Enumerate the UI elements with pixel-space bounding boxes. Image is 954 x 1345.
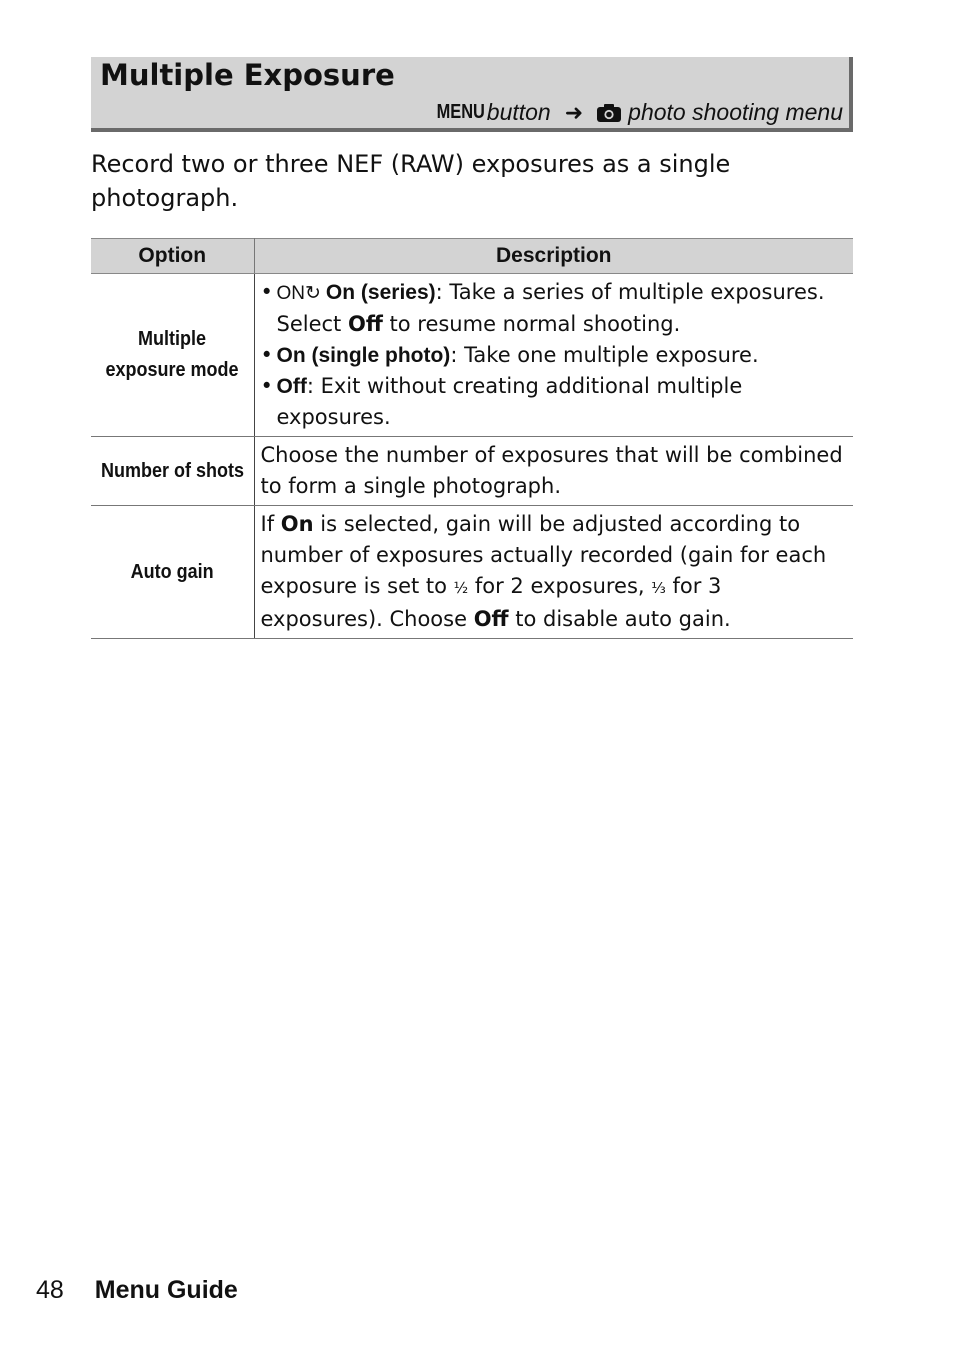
fraction: ⅓	[651, 579, 666, 597]
option-cell	[91, 274, 254, 437]
option-cell	[91, 506, 254, 639]
item-text: : Take a series of multiple exposures. Select	[276, 280, 825, 336]
item-text: : Take one multiple exposure.	[450, 343, 759, 367]
arrow-right-icon: ➜	[564, 99, 584, 125]
section-header	[91, 57, 853, 132]
list-item	[261, 340, 848, 371]
column-header-description: Description	[254, 239, 853, 274]
on-series-icon: ON↻	[276, 283, 321, 304]
item-text: to resume normal shooting.	[382, 312, 681, 336]
option-label: Multiple exposure mode	[105, 328, 239, 381]
menu-button-glyph: MENU	[436, 101, 485, 123]
breadcrumb-menu-name: photo shooting menu	[628, 99, 843, 125]
page-footer	[36, 1276, 238, 1305]
page-number: 48	[36, 1276, 64, 1304]
column-header-option: Option	[91, 239, 254, 274]
table-row	[91, 506, 853, 639]
breadcrumb-button-text: button	[486, 99, 551, 125]
desc-text: for 2 exposures,	[468, 574, 652, 598]
description-cell	[254, 274, 853, 437]
option-label: Auto gain	[130, 560, 214, 583]
desc-text: for 3 exposures). Choose	[260, 574, 722, 631]
term: Off	[473, 607, 509, 631]
desc-text: to disable auto gain.	[508, 607, 731, 631]
term: Off	[276, 375, 307, 398]
desc-text: is selected, gain will be adjusted according to number of exposures actually recorded (gain for each exposure is set to	[260, 512, 827, 598]
description-cell	[254, 506, 853, 639]
page-title: Multiple Exposure	[100, 58, 395, 92]
term: On (series)	[325, 281, 436, 304]
footer-section-title: Menu Guide	[94, 1276, 238, 1304]
desc-text: If	[260, 512, 281, 536]
option-cell	[91, 437, 254, 506]
item-text: : Exit without creating additional multiple exposures.	[276, 374, 743, 429]
intro-paragraph: Record two or three NEF (RAW) exposures as a single photograph.	[91, 150, 731, 212]
option-label: Number of shots	[100, 459, 244, 482]
table-row	[91, 274, 853, 437]
mode-bullet-list	[261, 277, 848, 433]
fraction: ½	[453, 579, 469, 597]
list-item	[261, 277, 848, 340]
table-row	[91, 437, 853, 506]
camera-icon	[596, 103, 622, 123]
table-header-row	[91, 239, 853, 274]
options-table	[91, 238, 853, 639]
term: On	[280, 512, 314, 536]
term: Off	[347, 312, 383, 336]
description-cell: Choose the number of exposures that will be combined to form a single photograph.	[254, 437, 853, 506]
term: On (single photo)	[276, 344, 451, 367]
list-item	[261, 371, 848, 433]
breadcrumb	[426, 99, 843, 126]
